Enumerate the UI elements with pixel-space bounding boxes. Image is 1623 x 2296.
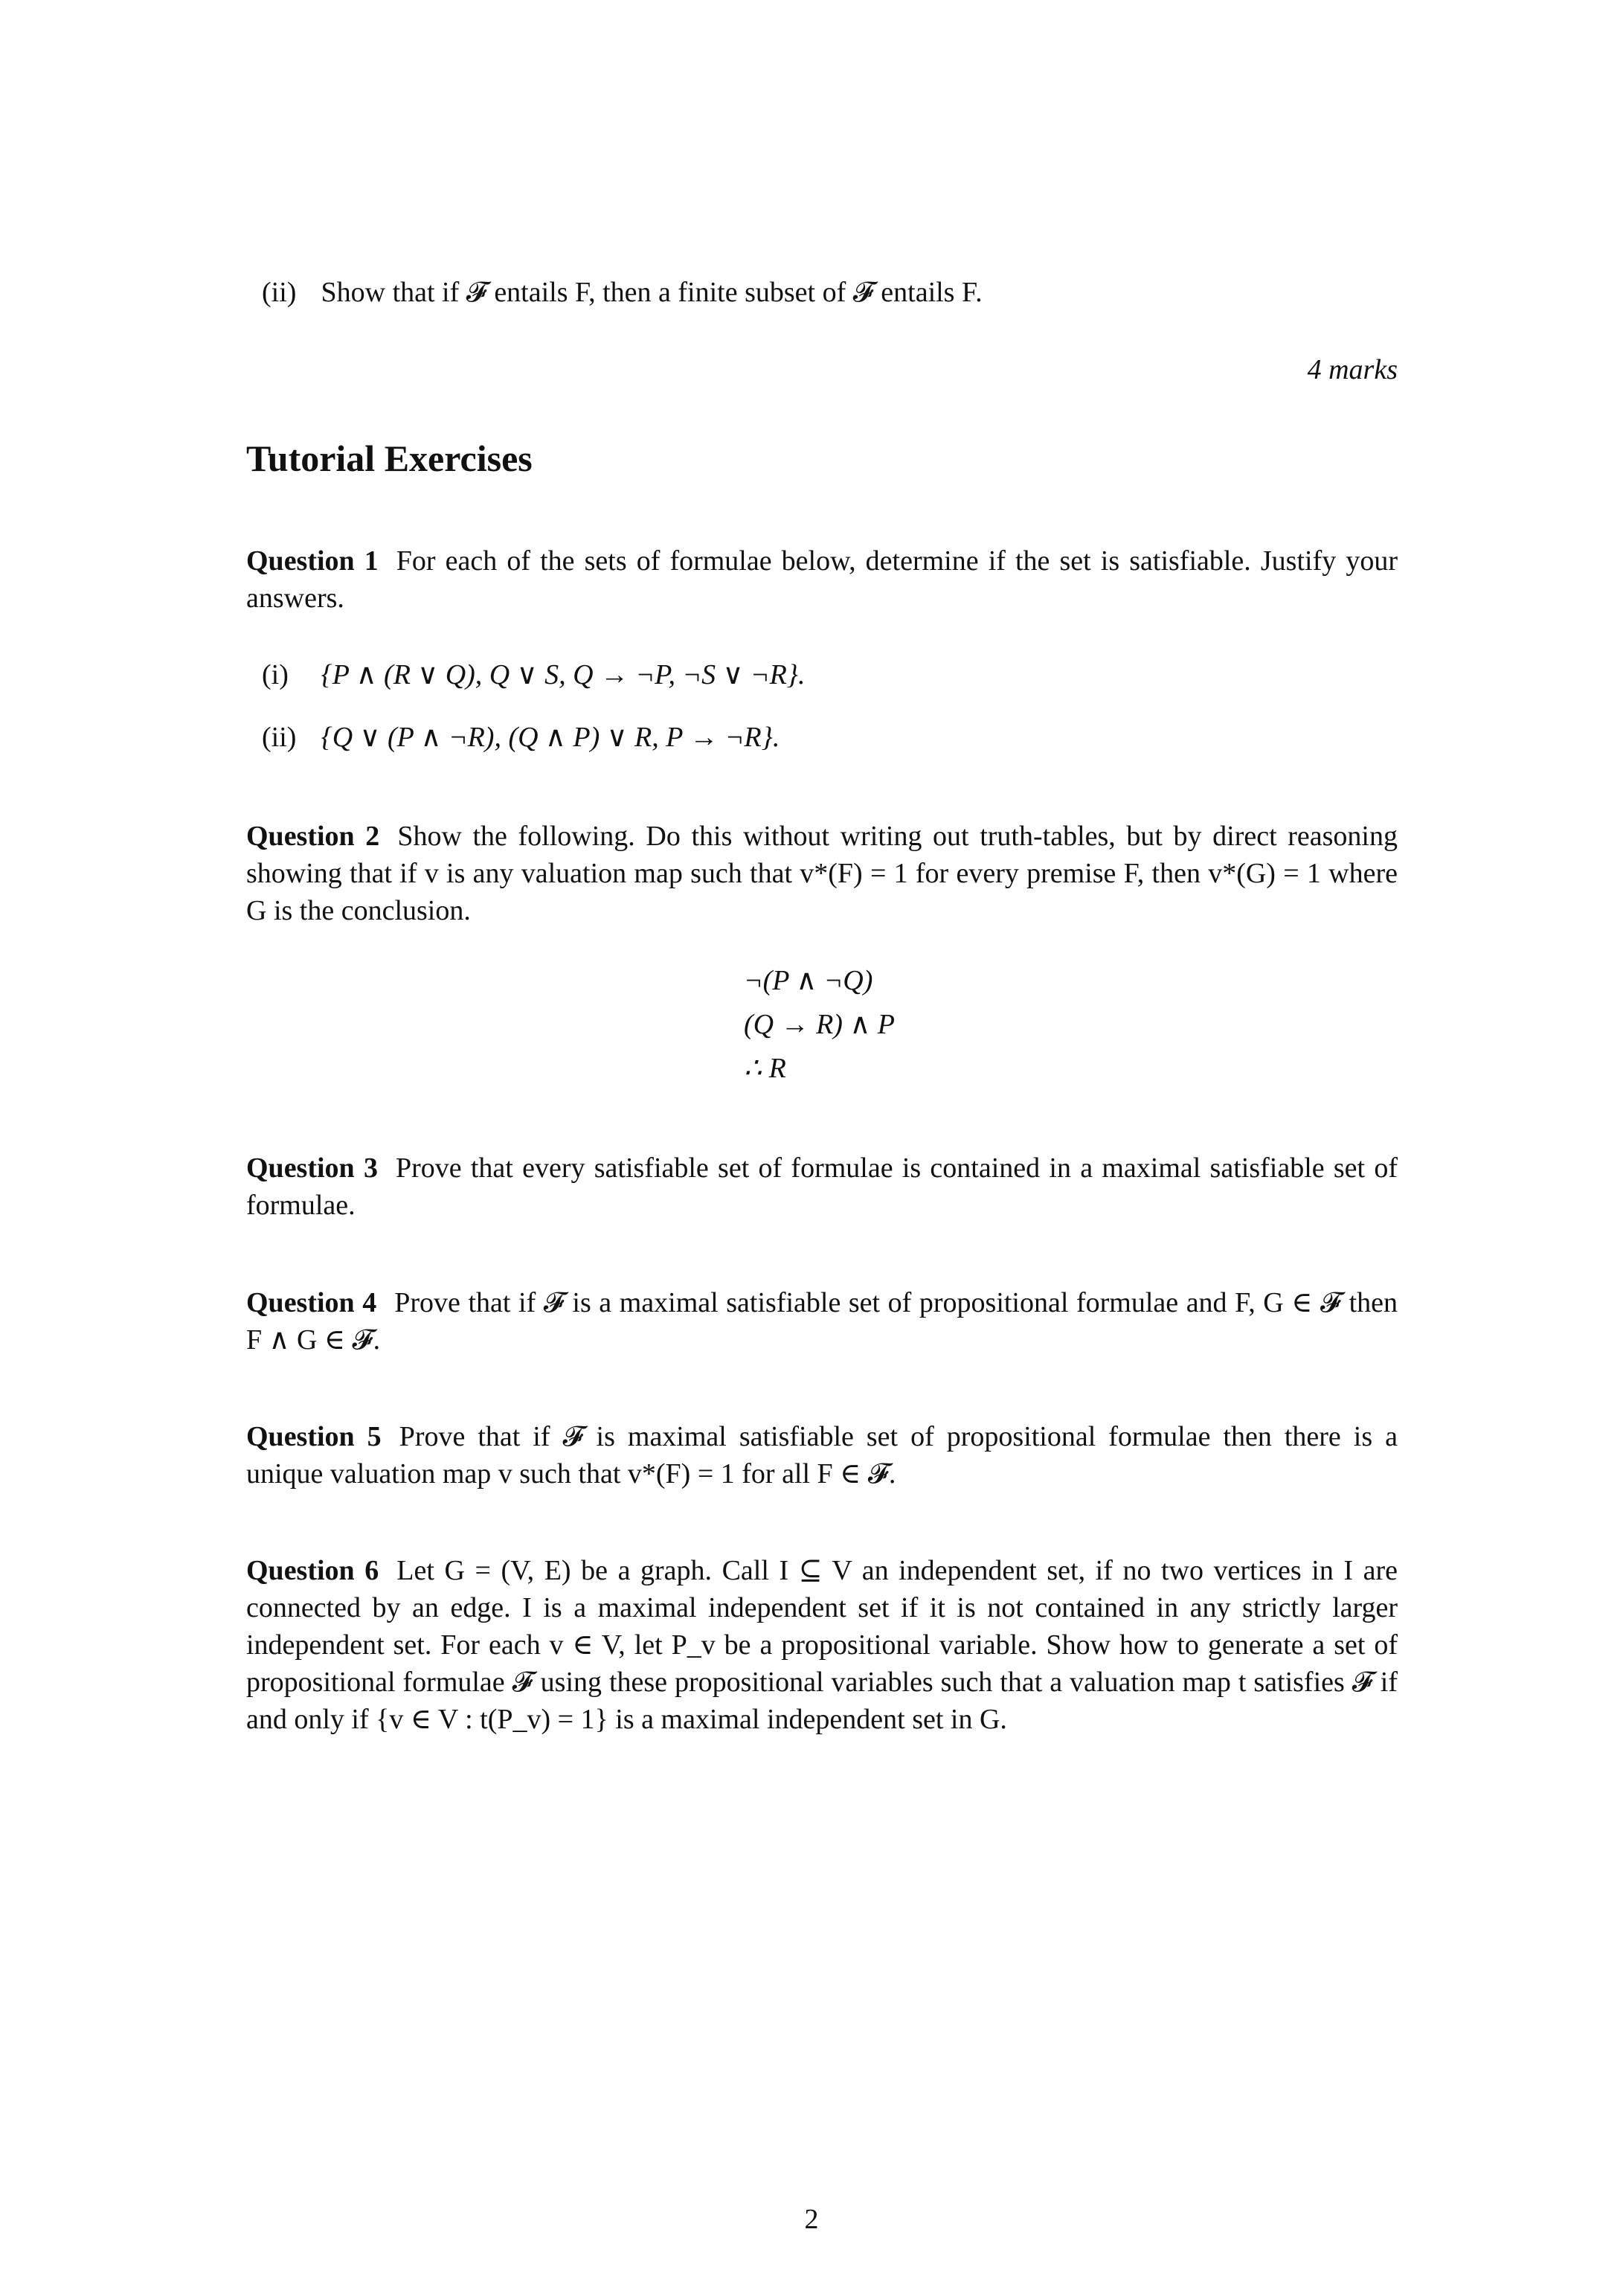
item-formula: {Q ∨ (P ∧ ¬R), (Q ∧ P) ∨ R, P → ¬R}. [321,722,780,753]
item-label: (ii) [262,722,297,753]
question-4-heading: Question 4 [246,1287,377,1318]
question-6 [246,1552,1398,1738]
part-text: Show that if 𝓕 entails F, then a finite subset of 𝓕 entails F. [321,277,983,308]
argument-premise-1: ¬(P ∧ ¬Q) [744,965,873,996]
argument-premise-2: (Q → R) ∧ P [744,1009,895,1040]
item-label: (i) [262,659,289,690]
page-number: 2 [804,2204,819,2235]
question-1-item-ii [262,719,780,756]
question-2 [246,818,1398,929]
question-2-text: Show the following. Do this without writing out truth-tables, but by direct reasoning showing that if v is any valuation map such that v*(F) = 1 for every premise F, then v*(G) = 1 where G is the conclusion. [246,821,1398,926]
question-1-item-i [262,656,805,693]
marks-label: 4 marks [1307,354,1398,385]
question-3-heading: Question 3 [246,1152,378,1184]
section-heading: Tutorial Exercises [246,437,533,479]
question-2-heading: Question 2 [246,821,380,852]
question-5 [246,1418,1398,1492]
question-4 [246,1284,1398,1359]
argument-conclusion: ∴ R [744,1053,786,1084]
question-6-heading: Question 6 [246,1555,379,1586]
question-1-heading: Question 1 [246,545,379,577]
question-6-text: Let G = (V, E) be a graph. Call I ⊆ V an independent set, if no two vertices in I are connected by an edge. I is a maximal independent set if it is not contained in any strictly larger independent set. For each v ∈ V, let P_v be a propositional variable. Show how to generate a set of propositional formulae 𝓕 using these propositional variables such that a valuation map t satisfies 𝓕 if and only if {v ∈ V : t(P_v) = 1} is a maximal independent set in G. [246,1555,1398,1735]
question-3 [246,1149,1398,1224]
part-label: (ii) [262,277,297,308]
question-1-text: For each of the sets of formulae below, determine if the set is satisfiable. Justify your answers. [246,545,1398,614]
previous-part-line [262,274,983,311]
question-1 [246,542,1398,617]
question-4-text: Prove that if 𝓕 is a maximal satisfiable set of propositional formulae and F, G ∈ 𝓕 then F ∧ G ∈ 𝓕. [246,1287,1398,1356]
item-formula: {P ∧ (R ∨ Q), Q ∨ S, Q → ¬P, ¬S ∨ ¬R}. [321,659,806,690]
question-5-heading: Question 5 [246,1421,382,1452]
question-5-text: Prove that if 𝓕 is maximal satisfiable set of propositional formulae then there is a unique valuation map v such that v*(F) = 1 for all F ∈ 𝓕. [246,1421,1398,1489]
question-3-text: Prove that every satisfiable set of formulae is contained in a maximal satisfiable set of formulae. [246,1152,1398,1221]
